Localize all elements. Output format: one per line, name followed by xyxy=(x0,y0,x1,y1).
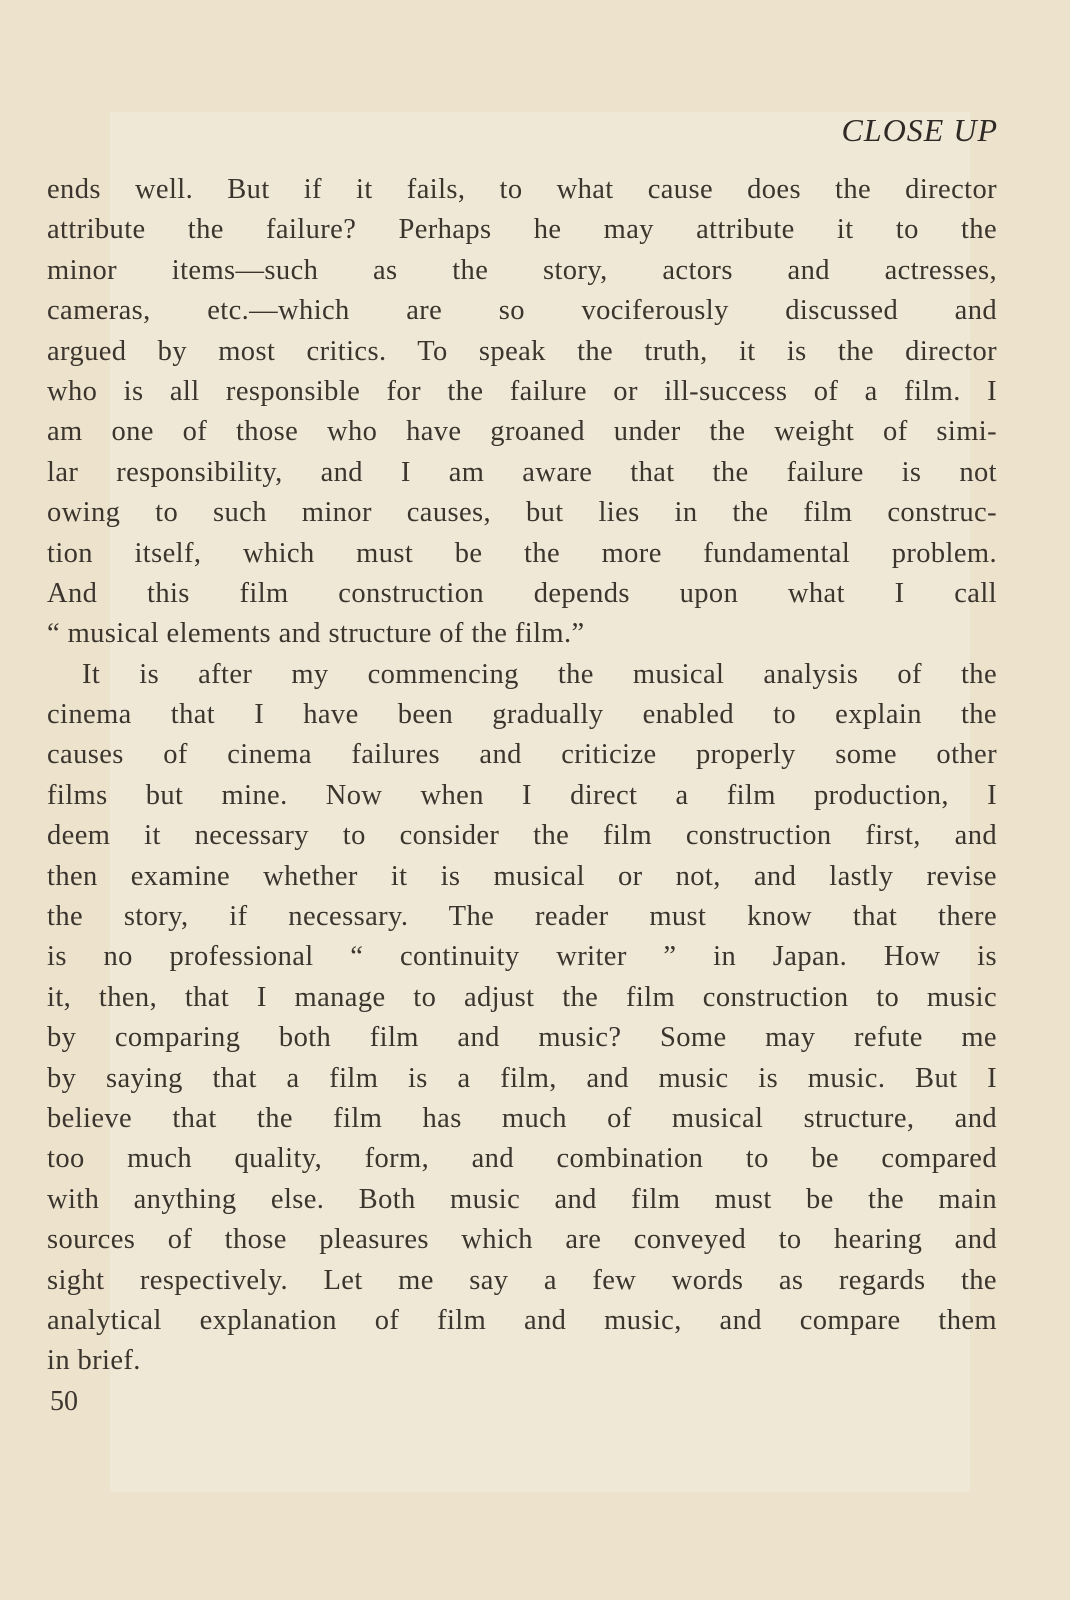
text-line: And this film construction depends upon what I call xyxy=(47,577,997,609)
text-line: by saying that a film is a film, and music is music. But I xyxy=(47,1062,997,1094)
text-line: believe that the film has much of musical structure, and xyxy=(47,1102,997,1134)
text-line: the story, if necessary. The reader must know that there xyxy=(47,901,997,933)
text-line: it, then, that I manage to adjust the film construction to music xyxy=(47,981,997,1013)
running-header: CLOSE UP xyxy=(841,112,998,148)
text-line: then examine whether it is musical or not, and lastly revise xyxy=(47,860,997,892)
text-line: films but mine. Now when I direct a film production, I xyxy=(47,779,997,811)
text-line: ends well. But if it fails, to what cause does the director xyxy=(47,174,997,205)
text-line: am one of those who have groaned under the weight of simi- xyxy=(47,416,997,448)
text-line: attribute the failure? Perhaps he may attribute it to the xyxy=(47,214,997,246)
text-line: cinema that I have been gradually enabled to explain the xyxy=(47,699,997,731)
text-line: too much quality, form, and combination to be compared xyxy=(47,1143,997,1175)
text-line: analytical explanation of film and music, and compare them xyxy=(47,1304,997,1336)
text-line: by comparing both film and music? Some may refute me xyxy=(47,1022,997,1054)
text-line: is no professional “ continuity writer ” in Japan. How is xyxy=(47,941,997,973)
text-line: lar responsibility, and I am aware that the failure is not xyxy=(47,456,997,488)
body-text xyxy=(47,170,997,1382)
text-line: owing to such minor causes, but lies in the film construc- xyxy=(47,497,997,529)
text-line: sight respectively. Let me say a few words as regards the xyxy=(47,1264,997,1296)
text-line: minor items—such as the story, actors and actresses, xyxy=(47,254,997,286)
page-number: 50 xyxy=(50,1386,78,1417)
text-line: in brief. xyxy=(47,1345,141,1377)
text-line: who is all responsible for the failure or ill-success of a film. I xyxy=(47,375,997,407)
text-line: “ musical elements and structure of the film.” xyxy=(47,618,585,650)
paragraph xyxy=(47,170,997,655)
text-line: It is after my commencing the musical analysis of the xyxy=(82,658,997,690)
text-line: sources of those pleasures which are conveyed to hearing and xyxy=(47,1224,997,1256)
paragraph xyxy=(47,655,997,1382)
text-line: causes of cinema failures and criticize properly some other xyxy=(47,739,997,771)
text-line: argued by most critics. To speak the truth, it is the director xyxy=(47,335,997,367)
text-line: tion itself, which must be the more fundamental problem. xyxy=(47,537,997,569)
text-line: deem it necessary to consider the film construction first, and xyxy=(47,820,997,852)
text-line: with anything else. Both music and film must be the main xyxy=(47,1183,997,1215)
text-line: cameras, etc.—which are so vociferously discussed and xyxy=(47,295,997,327)
